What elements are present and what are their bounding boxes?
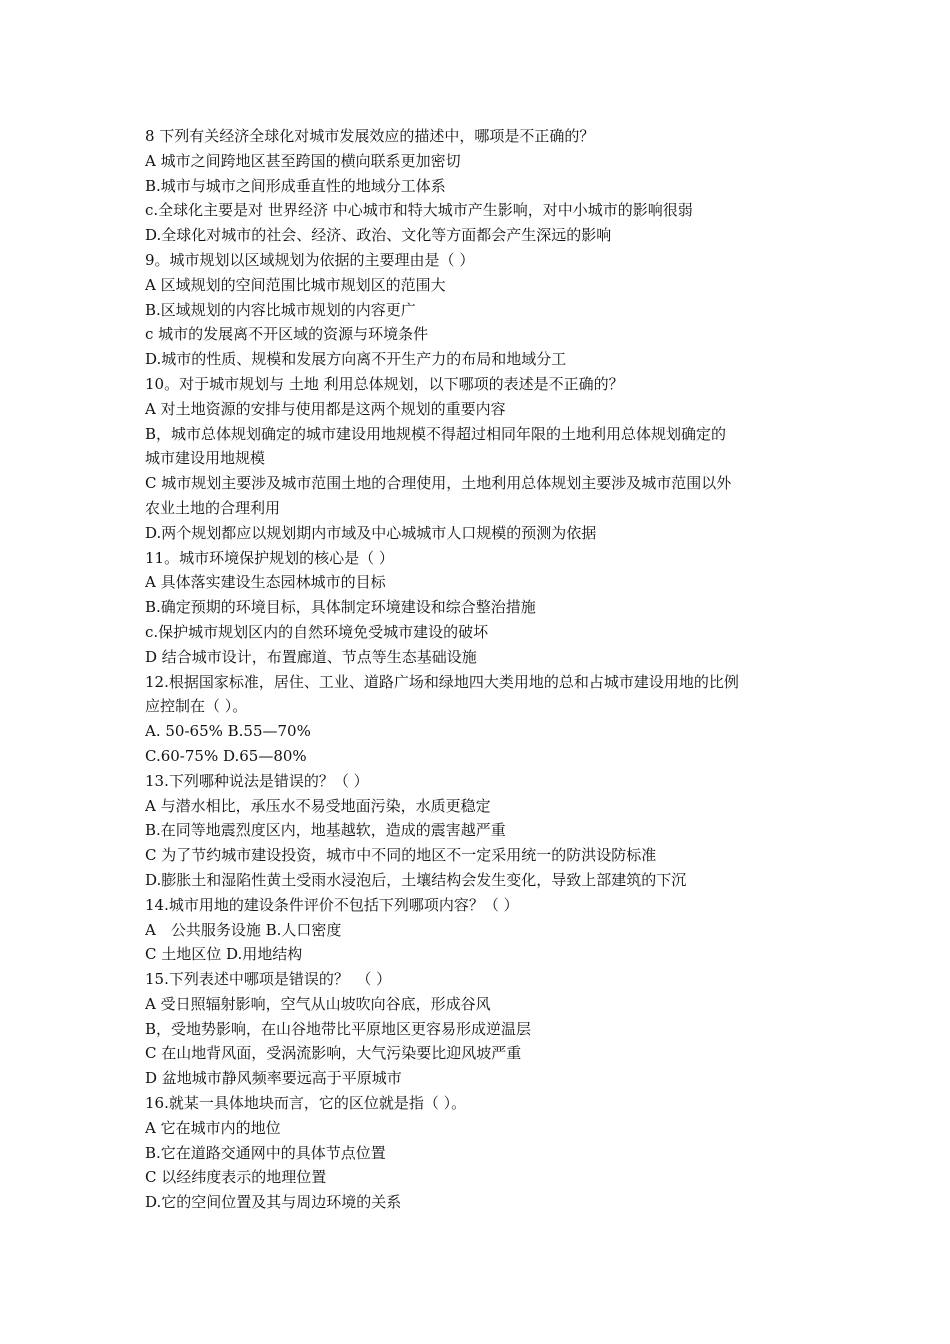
- question-15-option-a: A 受日照辐射影响，空气从山坡吹向谷底，形成谷风: [145, 994, 491, 1013]
- question-15-option-c: C 在山地背风面，受涡流影响，大气污染要比迎风坡严重: [145, 1044, 522, 1063]
- question-9-stem: 9。城市规划以区域规划为依据的主要理由是（ ）: [145, 250, 475, 269]
- question-10-option-b-cont: 城市建设用地规模: [145, 449, 266, 468]
- question-16-option-d: D.它的空间位置及其与周边环境的关系: [145, 1193, 402, 1212]
- question-14-options-ab: A 公共服务设施 B.人口密度: [145, 920, 342, 939]
- question-13-option-b: B.在同等地震烈度区内，地基越软，造成的震害越严重: [145, 821, 506, 840]
- question-11-option-b: B.确定预期的环境目标，具体制定环境建设和综合整治措施: [145, 598, 536, 617]
- question-12-options-cd: C.60-75% D.65—80%: [145, 746, 307, 765]
- question-10-option-c-cont: 农业土地的合理利用: [145, 498, 281, 517]
- question-16-option-c: C 以经纬度表示的地理位置: [145, 1168, 327, 1187]
- question-13-stem: 13.下列哪种说法是错误的？（ ）: [145, 771, 369, 790]
- question-8-option-a: A 城市之间跨地区甚至跨国的横向联系更加密切: [145, 151, 461, 170]
- question-12-options-ab: A. 50-65% B.55—70%: [145, 722, 311, 741]
- question-10-option-d: D.两个规划都应以规划期内市域及中心城城市人口规模的预测为依据: [145, 523, 597, 542]
- question-13-option-a: A 与潜水相比，承压水不易受地面污染，水质更稳定: [145, 796, 491, 815]
- question-11-option-d: D 结合城市设计，布置廊道、节点等生态基础设施: [145, 647, 477, 666]
- question-12-stem-cont: 应控制在（ ）。: [145, 697, 248, 716]
- question-14-stem: 14.城市用地的建设条件评价不包括下列哪项内容？（ ）: [145, 895, 519, 914]
- question-10-option-c: C 城市规划主要涉及城市范围土地的合理使用，土地利用总体规划主要涉及城市范围以外: [145, 474, 732, 493]
- question-13-option-d: D.膨胀土和湿陷性黄土受雨水浸泡后，土壤结构会发生变化，导致上部建筑的下沉: [145, 870, 687, 889]
- question-10-option-a: A 对土地资源的安排与使用都是这两个规划的重要内容: [145, 399, 506, 418]
- question-15-option-d: D 盆地城市静风频率要远高于平原城市: [145, 1069, 402, 1088]
- question-10-stem: 10。对于城市规划与 土地 利用总体规划，以下哪项的表述是不正确的？: [145, 374, 624, 393]
- question-8-option-d: D.全球化对城市的社会、经济、政治、文化等方面都会产生深远的影响: [145, 226, 612, 245]
- question-9-option-b: B.区域规划的内容比城市规划的内容更广: [145, 300, 416, 319]
- question-15-option-b: B，受地势影响，在山谷地带比平原地区更容易形成逆温层: [145, 1019, 532, 1038]
- question-16-option-a: A 它在城市内的地位: [145, 1118, 281, 1137]
- question-9-option-c: c 城市的发展离不开区域的资源与环境条件: [145, 325, 429, 344]
- question-9-option-d: D.城市的性质、规模和发展方向离不开生产力的布局和地域分工: [145, 350, 567, 369]
- question-11-option-c: c.保护城市规划区内的自然环境免受城市建设的破坏: [145, 622, 489, 641]
- question-15-stem: 15.下列表述中哪项是错误的？ （ ）: [145, 970, 392, 989]
- question-13-option-c: C 为了节约城市建设投资，城市中不同的地区不一定采用统一的防洪设防标准: [145, 846, 657, 865]
- question-11-option-a: A 具体落实建设生态园林城市的目标: [145, 573, 386, 592]
- question-16-stem: 16.就某一具体地块而言，它的区位就是指（ ）。: [145, 1094, 467, 1113]
- question-12-stem: 12.根据国家标准，居住、工业、道路广场和绿地四大类用地的总和占城市建设用地的比例: [145, 672, 739, 691]
- question-10-option-b: B，城市总体规划确定的城市建设用地规模不得超过相同年限的土地利用总体规划确定的: [145, 424, 727, 443]
- question-8-option-b: B.城市与城市之间形成垂直性的地域分工体系: [145, 176, 446, 195]
- question-11-stem: 11。城市环境保护规划的核心是（ ）: [145, 548, 394, 567]
- question-16-option-b: B.它在道路交通网中的具体节点位置: [145, 1143, 386, 1162]
- question-8-option-c: c.全球化主要是对 世界经济 中心城市和特大城市产生影响，对中小城市的影响很弱: [145, 201, 693, 220]
- document-body: [145, 124, 815, 1215]
- question-14-options-cd: C 土地区位 D.用地结构: [145, 945, 303, 964]
- question-9-option-a: A 区域规划的空间范围比城市规划区的范围大: [145, 275, 446, 294]
- question-8-stem: 8 下列有关经济全球化对城市发展效应的描述中，哪项是不正确的？: [145, 127, 595, 145]
